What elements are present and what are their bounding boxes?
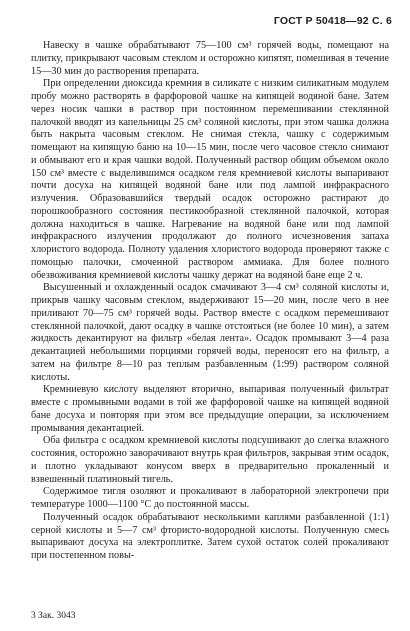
paragraph: Кремниевую кислоту выделяют вторично, выпаривая полученный фильтрат вместе с промывными водами в той же фарфоровой чашке на кипящей водяной бане досуха и повторяя при этом все предыдущие операции, за исключением промывания декантацией. [31,384,389,434]
paragraph: Высушенный и охлажденный осадок смачивают 3—4 см³ соляной кислоты и, прикрыв чашку часовым стеклом, выдерживают 15—20 мин, после чего в нее приливают 70—75 см³ горячей воды. Раствор вместе с осадком перемешивают стеклянной палочкой, дают осадку в чашке отстояться (не более 10 мин), а затем жидкость декантируют на фильтр «белая лента». Осадок промывают 3—4 раза декантацией небольшими порциями горячей воды, переносят его на фильтр, а затем на фильтре 8—10 раз теплым разбавленным (1:99) раствором соляной кислоты. [31,282,389,383]
paragraph: Оба фильтра с осадком кремниевой кислоты подсушивают до слегка влажного состояния, осторожно заворачивают внутрь края фильтров, закрывая этим осадок, и плотно укладывают конусом вверх в предварительно прокаленный и взвешенный платиновый тигель. [31,435,389,485]
paragraph: Навеску в чашке обрабатывают 75—100 см³ горячей воды, помещают на плитку, прикрывают часовым стеклом и осторожно кипятят, помешивая в течение 15—30 мин до растворения препарата. [31,40,389,77]
paragraph: При определении диоксида кремния в силикате с низким силикатным модулем пробу можно растворять в фарфоровой чашке на кипящей водяной бане. Затем через носик чашки в раствор при постоянном перемешивании стеклянной палочкой вводят из капельницы 25 см³ соляной кислоты, при этом чашка должна быть накрыта часовым стеклом. Не снимая стекла, чашку с содержимым помещают на кипящую баню на 10—15 мин, после чего часовое стекло снимают и обмывают его и края чашки водой. Полученный раствор общим объемом около 150 см³ вместе с выделившимся осадком геля кремниевой кислоты выпаривают почти досуха на кипящей водяной бане или под лампой инфракрасного излучения. Образовавшийся твердый осадок осторожно растирают до порошкообразного состояния пестикообразной стеклянной палочкой, которая должна находиться в чашке. Нагревание на водяной бане или под лампой инфракрасного излучения продолжают до полного исчезновения запаха хлористого водорода. Полноту удаления хлористого водорода проверяют также с помощью палочки, смоченной раствором аммиака. Для более полного обезвоживания кремниевой кислоты чашку держат на водяной бане еще 2 ч. [31,78,389,281]
signature-mark: 3 Зак. 3043 [31,611,76,621]
running-header: ГОСТ Р 50418—92 С. 6 [273,15,392,27]
paragraph: Полученный осадок обрабатывают несколькими каплями разбавленной (1:1) серной кислоты и 5—7 см³ фтористо-водородной кислоты. Полученную смесь выпаривают досуха на электроплитке. Затем сухой остаток солей прокаливают при постепенном повы- [31,511,389,561]
body-text [31,40,389,563]
paragraph: Содержимое тигля озоляют и прокаливают в лабораторной электропечи при температуре 1000—1100 °С до постоянной массы. [31,486,389,510]
